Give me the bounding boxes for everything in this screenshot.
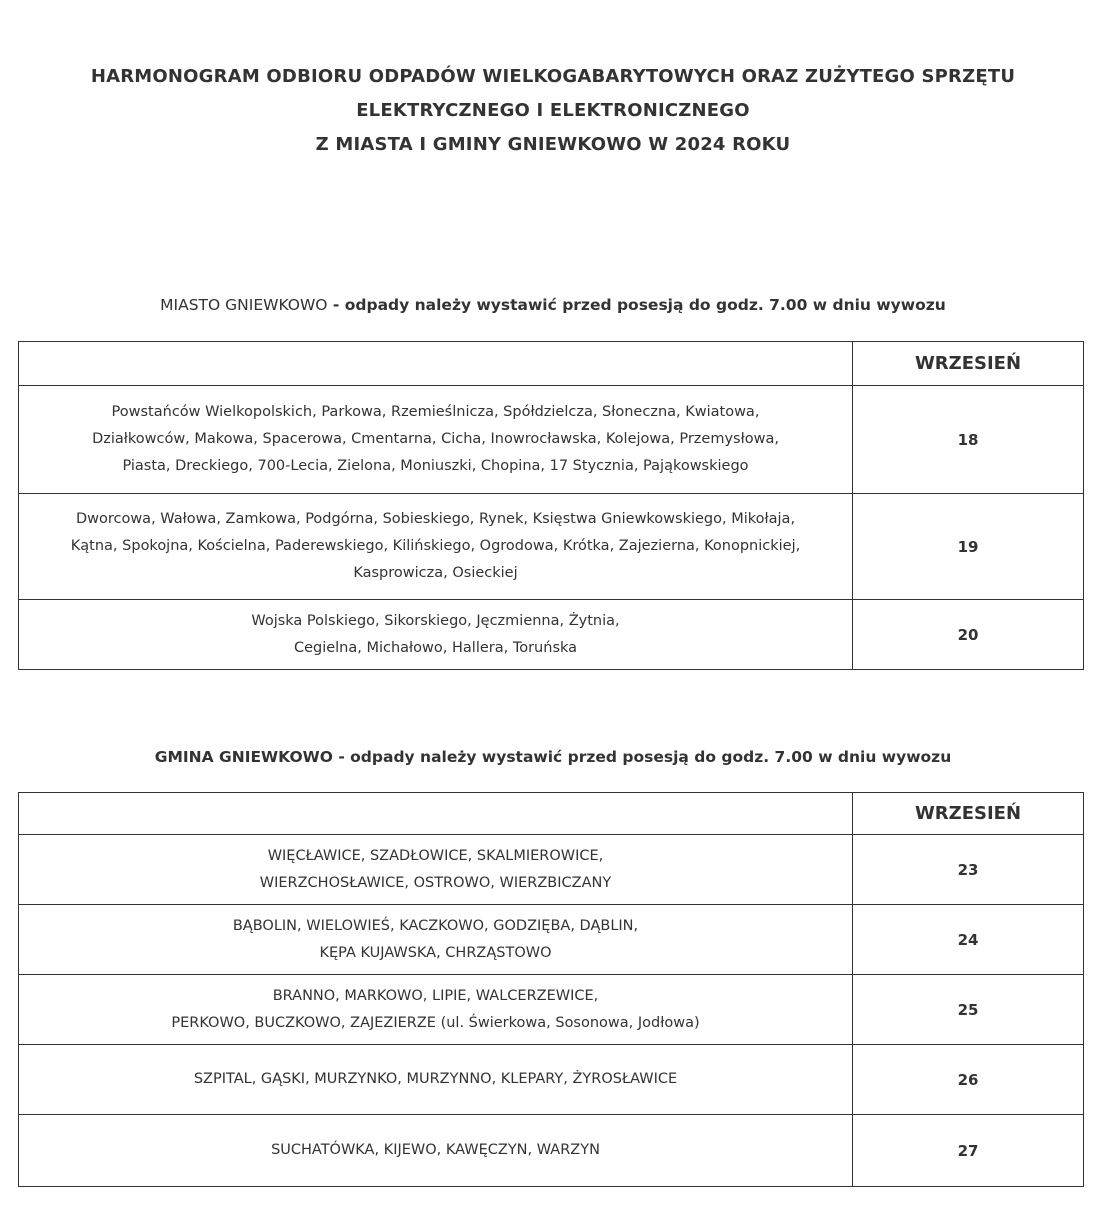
table-row [19, 600, 1084, 670]
pickup-day: 27 [853, 1115, 1084, 1187]
village-line: SZPITAL, GĄSKI, MURZYNKO, MURZYNNO, KLEPARY, ŻYROSŁAWICE [193, 1071, 678, 1087]
gmina-villages-cell [19, 1045, 853, 1115]
miasto-streets-cell [19, 600, 853, 670]
table-row [19, 1045, 1084, 1115]
gmina-header-row [19, 793, 1084, 835]
gmina-heading-rest: - odpady należy wystawić przed posesją do godz. 7.00 w dniu wywozu [332, 748, 952, 766]
pickup-day: 20 [853, 600, 1084, 670]
pickup-day: 26 [853, 1045, 1084, 1115]
gmina-schedule-table [18, 792, 1084, 1187]
miasto-header-row [19, 342, 1084, 386]
miasto-streets-cell [19, 494, 853, 600]
title-line-2: ELEKTRYCZNEGO I ELEKTRONICZNEGO [356, 100, 750, 121]
pickup-day: 19 [853, 494, 1084, 600]
miasto-heading [0, 296, 1106, 314]
street-line: Piasta, Dreckiego, 700-Lecia, Zielona, Moniuszki, Chopina, 17 Stycznia, Pająkowskiego [122, 458, 749, 474]
pickup-day: 18 [853, 386, 1084, 494]
title-line-3: Z MIASTA I GMINY GNIEWKOWO W 2024 ROKU [315, 134, 791, 155]
gmina-villages-cell [19, 1115, 853, 1187]
village-line: WIERZCHOSŁAWICE, OSTROWO, WIERZBICZANY [259, 874, 612, 891]
table-row [19, 494, 1084, 600]
pickup-day: 23 [853, 835, 1084, 905]
table-row [19, 386, 1084, 494]
street-line: Działkowców, Makowa, Spacerowa, Cmentarna, Cicha, Inowrocławska, Kolejowa, Przemysłowa, [92, 431, 779, 447]
gmina-villages-cell [19, 975, 853, 1045]
pickup-day: 25 [853, 975, 1084, 1045]
village-line: PERKOWO, BUCZKOWO, ZAJEZIERZE (ul. Świerkowa, Sosonowa, Jodłowa) [171, 1014, 700, 1031]
table-row [19, 975, 1084, 1045]
miasto-header-empty-cell [19, 342, 853, 386]
village-line: KĘPA KUJAWSKA, CHRZĄSTOWO [319, 944, 552, 961]
gmina-header-empty-cell [19, 793, 853, 835]
street-line: Powstańców Wielkopolskich, Parkowa, Rzemieślnicza, Spółdzielcza, Słoneczna, Kwiatowa, [111, 404, 760, 420]
miasto-streets-cell [19, 386, 853, 494]
document-title [0, 60, 1106, 162]
street-line: Kasprowicza, Osieckiej [353, 565, 518, 581]
street-line: Cegielna, Michałowo, Hallera, Toruńska [293, 639, 578, 656]
gmina-heading-lead: GMINA GNIEWKOWO [154, 748, 333, 766]
miasto-heading-rest: - odpady należy wystawić przed posesją do godz. 7.00 w dniu wywozu [327, 296, 946, 314]
miasto-month-header: WRZESIEŃ [853, 342, 1084, 386]
village-line: BĄBOLIN, WIELOWIEŚ, KACZKOWO, GODZIĘBA, DĄBLIN, [232, 917, 639, 934]
village-line: WIĘCŁAWICE, SZADŁOWICE, SKALMIEROWICE, [267, 847, 604, 864]
title-line-1: HARMONOGRAM ODBIORU ODPADÓW WIELKOGABARYTOWYCH ORAZ ZUŻYTEGO SPRZĘTU [90, 66, 1016, 87]
pickup-day: 24 [853, 905, 1084, 975]
gmina-month-header: WRZESIEŃ [853, 793, 1084, 835]
table-row [19, 1115, 1084, 1187]
street-line: Kątna, Spokojna, Kościelna, Paderewskiego, Kilińskiego, Ogrodowa, Krótka, Zajezierna, Konopnickiej, [70, 538, 801, 554]
table-row [19, 835, 1084, 905]
gmina-villages-cell [19, 905, 853, 975]
miasto-heading-lead: MIASTO GNIEWKOWO [160, 296, 328, 314]
village-line: BRANNO, MARKOWO, LIPIE, WALCERZEWICE, [272, 987, 599, 1004]
table-row [19, 905, 1084, 975]
street-line: Dworcowa, Wałowa, Zamkowa, Podgórna, Sobieskiego, Rynek, Księstwa Gniewkowskiego, Mikołaja, [75, 511, 796, 527]
gmina-heading [0, 748, 1106, 766]
street-line: Wojska Polskiego, Sikorskiego, Jęczmienna, Żytnia, [251, 612, 620, 629]
miasto-schedule-table [18, 341, 1084, 670]
gmina-villages-cell [19, 835, 853, 905]
village-line: SUCHATÓWKA, KIJEWO, KAWĘCZYN, WARZYN [271, 1142, 600, 1158]
